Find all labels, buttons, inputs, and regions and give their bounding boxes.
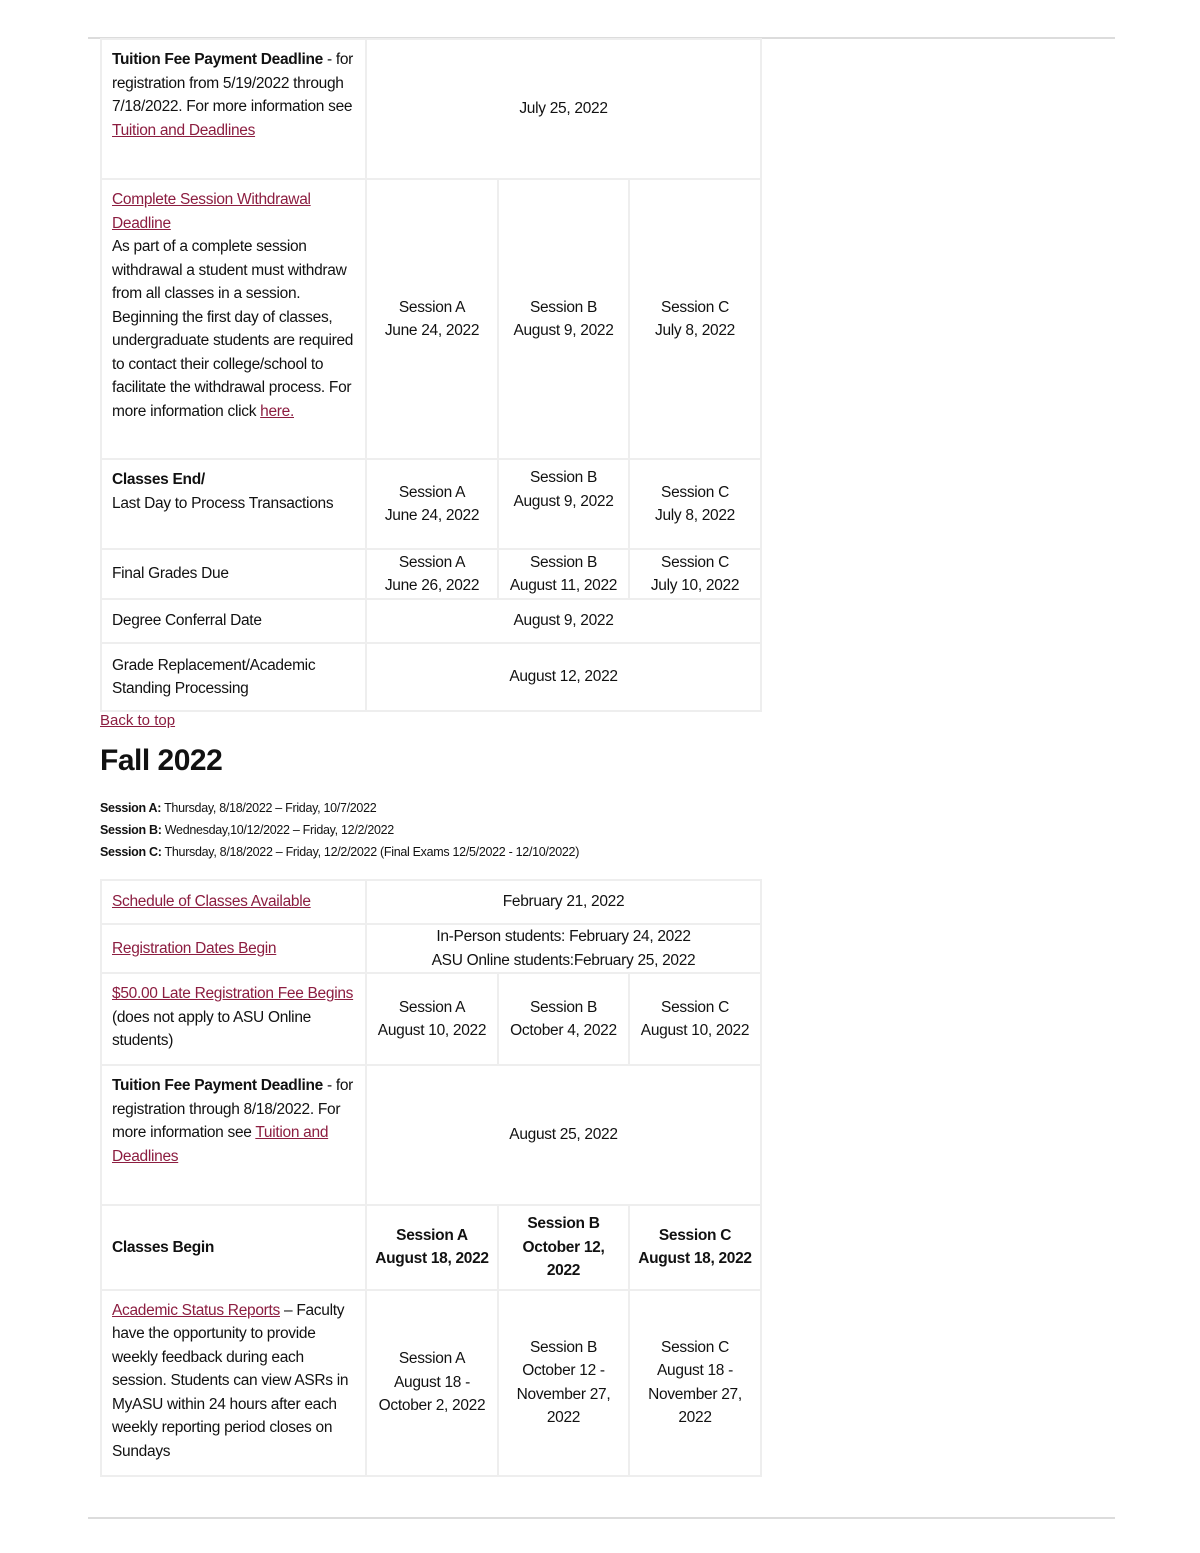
grade-replacement-date: August 12, 2022 [366, 643, 761, 711]
table-row [101, 1205, 761, 1290]
session-a-text: Thursday, 8/18/2022 – Friday, 10/7/2022 [161, 801, 377, 815]
session-label: Session B [529, 553, 598, 571]
classes-begin-title: Classes Begin [112, 1238, 215, 1256]
fall-table [100, 879, 762, 1477]
session-b-text: Wednesday,10/12/2022 – Friday, 12/2/2022 [161, 823, 394, 837]
tuition-deadline-text: - for registration from 5/19/2022 through 7/18/2022. For more information see [112, 51, 354, 115]
withdrawal-label [101, 179, 366, 459]
session-b-label: Session B: [100, 823, 162, 837]
session-label: Session C [661, 483, 729, 501]
classes-end-title: Classes End/ [112, 471, 205, 488]
asr-session-b [498, 1290, 629, 1476]
table-row [101, 643, 761, 711]
classes-end-text: Last Day to Process Transactions [112, 494, 334, 512]
session-b-line [100, 819, 579, 841]
asr-session-a [366, 1290, 498, 1476]
session-date: June 24, 2022 [384, 507, 480, 524]
session-label: Session B [529, 1338, 598, 1356]
session-label: Session B [529, 469, 598, 486]
session-date: August 10, 2022 [377, 1022, 487, 1039]
fall-heading: Fall 2022 [100, 744, 223, 777]
in-person-date: In-Person students: February 24, 2022 [436, 928, 691, 945]
late-registration-fee-link[interactable]: $50.00 Late Registration Fee Begins [112, 985, 354, 1002]
grade-replacement-label: Grade Replacement/Academic Standing Processing [101, 643, 366, 711]
session-label: Session A [396, 1226, 468, 1244]
session-date: August 18, 2022 [638, 1250, 752, 1268]
session-date: August 11, 2022 [509, 577, 618, 594]
asu-online-date: ASU Online students:February 25, 2022 [431, 951, 696, 969]
session-label: Session A [398, 998, 466, 1016]
session-date: July 10, 2022 [650, 577, 740, 594]
session-label: Session B [527, 1215, 600, 1232]
session-date: August 9, 2022 [513, 492, 614, 510]
final-grades-session-b [498, 549, 629, 599]
session-date: August 9, 2022 [513, 322, 614, 339]
late-fee-label [101, 973, 366, 1065]
asr-label [101, 1290, 366, 1476]
session-label: Session A [398, 553, 466, 571]
session-date: October 12 - November 27, 2022 [516, 1362, 611, 1426]
classes-begin-session-a [366, 1205, 498, 1290]
session-label: Session C [661, 553, 729, 571]
summer-table [100, 38, 762, 712]
fall-sessions [100, 797, 579, 863]
session-label: Session C [661, 298, 729, 316]
session-label: Session A [398, 483, 466, 501]
classes-end-session-b [498, 459, 629, 549]
registration-label [101, 924, 366, 973]
final-grades-session-a [366, 549, 498, 599]
schedule-of-classes-link[interactable]: Schedule of Classes Available [112, 893, 311, 911]
registration-dates-link[interactable]: Registration Dates Begin [112, 939, 277, 957]
session-date: June 24, 2022 [384, 322, 480, 339]
session-label: Session C [661, 998, 729, 1016]
late-fee-session-a [366, 973, 498, 1065]
table-row [101, 549, 761, 599]
final-grades-label: Final Grades Due [101, 549, 366, 599]
session-c-label: Session C: [100, 845, 162, 859]
session-date: August 18, 2022 [375, 1250, 489, 1268]
asr-session-c [629, 1290, 761, 1476]
late-fee-session-b [498, 973, 629, 1065]
fall-tuition-and-deadlines-link[interactable]: Tuition and Deadlines [112, 1124, 329, 1165]
fall-tuition-title: Tuition Fee Payment Deadline [112, 1077, 323, 1094]
fall-tuition-date: August 25, 2022 [366, 1065, 761, 1205]
table-row [101, 973, 761, 1065]
withdrawal-session-a [366, 179, 498, 459]
tuition-deadline-label [101, 39, 366, 179]
withdrawal-session-b [498, 179, 629, 459]
late-fee-text: (does not apply to ASU Online students) [112, 1008, 311, 1049]
session-label: Session C [661, 1338, 729, 1356]
classes-begin-session-b [498, 1205, 629, 1290]
table-row [101, 179, 761, 459]
withdrawal-text: As part of a complete session withdrawal a student must withdraw from all classes in a session. Beginning the first day of classes, undergraduate students are required to contact their college/school to facilitate the withdrawal process. For more information click [112, 238, 354, 420]
table-row [101, 1065, 761, 1205]
withdrawal-here-link[interactable]: here. [260, 402, 294, 420]
fall-tuition-text: - for registration through 8/18/2022. For more information see [112, 1077, 354, 1141]
schedule-date: February 21, 2022 [366, 880, 761, 924]
withdrawal-session-c [629, 179, 761, 459]
tuition-deadline-date: July 25, 2022 [366, 39, 761, 179]
session-label: Session B [529, 298, 598, 316]
table-row [101, 1290, 761, 1476]
table-row [101, 599, 761, 643]
session-label: Session B [529, 998, 598, 1016]
session-label: Session C [658, 1226, 732, 1244]
final-grades-session-c [629, 549, 761, 599]
session-date: June 26, 2022 [384, 577, 480, 594]
schedule-label [101, 880, 366, 924]
fall-tuition-label [101, 1065, 366, 1205]
tuition-and-deadlines-link[interactable]: Tuition and Deadlines [112, 121, 256, 139]
session-date: August 18 - November 27, 2022 [648, 1362, 742, 1426]
session-a-label: Session A: [100, 801, 162, 815]
classes-end-session-c [629, 459, 761, 549]
session-date: August 18 - October 2, 2022 [378, 1373, 486, 1415]
session-a-line [100, 797, 579, 819]
session-date: July 8, 2022 [655, 322, 736, 339]
session-c-line [100, 841, 579, 863]
complete-session-withdrawal-link[interactable]: Complete Session Withdrawal Deadline [112, 191, 311, 232]
table-row [101, 39, 761, 179]
classes-end-label [101, 459, 366, 549]
bottom-divider [88, 1517, 1115, 1519]
degree-conferral-date: August 9, 2022 [366, 599, 761, 643]
session-c-text: Thursday, 8/18/2022 – Friday, 12/2/2022 (Final Exams 12/5/2022 - 12/10/2022) [161, 845, 580, 859]
classes-begin-session-c [629, 1205, 761, 1290]
late-fee-session-c [629, 973, 761, 1065]
table-row [101, 924, 761, 973]
degree-conferral-label: Degree Conferral Date [101, 599, 366, 643]
asr-text: – Faculty have the opportunity to provide weekly feedback during each session. Students can view ASRs in MyASU within 24 hours after each weekly reporting period closes on Sundays [112, 1301, 349, 1460]
back-to-top-link[interactable]: Back to top [100, 712, 176, 729]
classes-end-session-a [366, 459, 498, 549]
table-row [101, 459, 761, 549]
tuition-deadline-title: Tuition Fee Payment Deadline [112, 51, 323, 68]
session-date: October 4, 2022 [510, 1022, 617, 1039]
academic-status-reports-link[interactable]: Academic Status Reports [112, 1301, 280, 1319]
session-label: Session A [398, 1350, 466, 1368]
session-date: July 8, 2022 [655, 507, 736, 524]
classes-begin-label [101, 1205, 366, 1290]
table-row [101, 880, 761, 924]
registration-dates [366, 924, 761, 973]
session-date: October 12, 2022 [522, 1238, 605, 1279]
session-date: August 10, 2022 [640, 1022, 750, 1039]
session-label: Session A [398, 298, 466, 316]
